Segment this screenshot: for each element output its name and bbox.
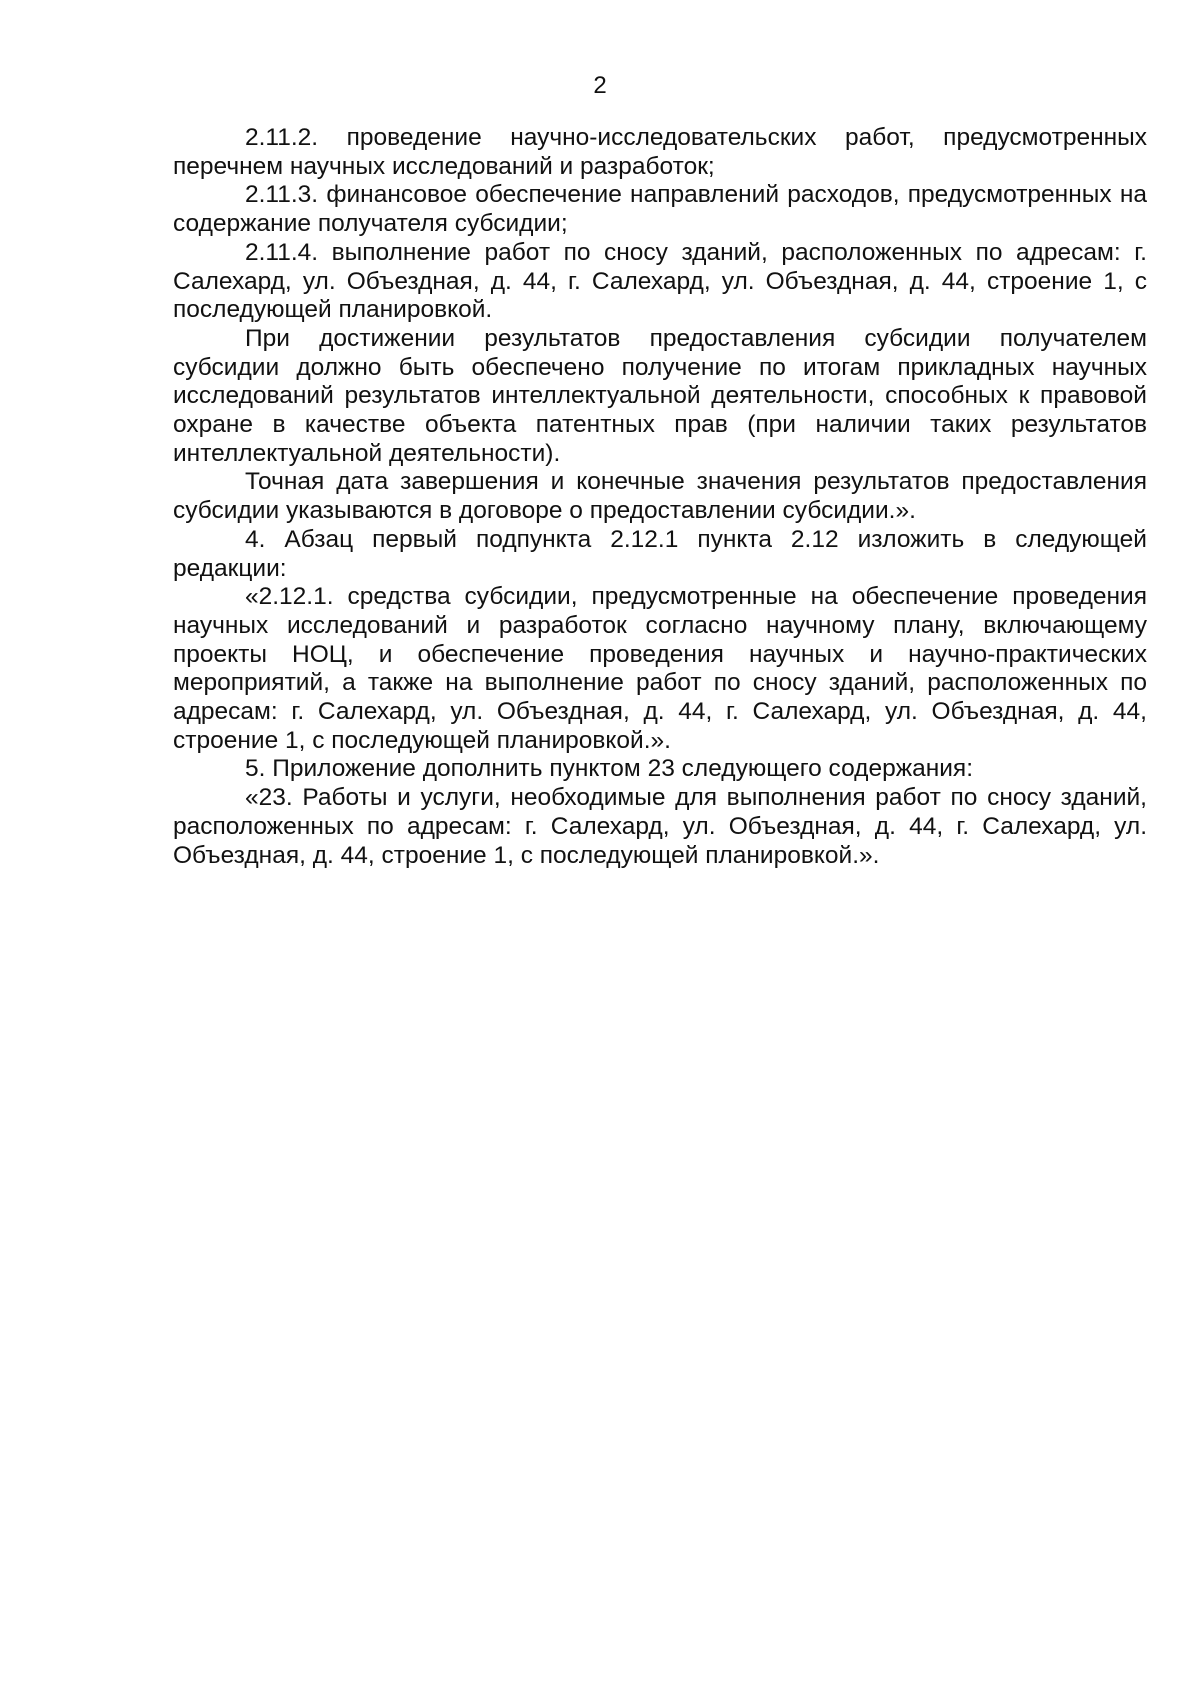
paragraph-2-12-1: «2.12.1. средства субсидии, предусмотренные на обеспечение проведения научных исследований и разработок согласно научному плану, включающему проекты НОЦ, и обеспечение проведения научных и научно-практических мероприятий, а также на выполнение работ по сносу зданий, расположенных по адресам: г. Салехард, ул. Объездная, д. 44, г. Салехард, ул. Объездная, д. 44, строение 1, с последующей планировкой.». [173, 583, 1147, 754]
paragraph-2-11-2: 2.11.2. проведение научно-исследовательских работ, предусмотренных перечнем научных исследований и разработок; [173, 124, 1147, 180]
paragraph-item-4: 4. Абзац первый подпункта 2.12.1 пункта 2.12 изложить в следующей редакции: [173, 525, 1147, 582]
paragraph-appendix-23: «23. Работы и услуги, необходимые для выполнения работ по сносу зданий, расположенных по адресам: г. Салехард, ул. Объездная, д. 44, г. Салехард, ул. Объездная, д. 44, строение 1, с последующей планировкой.». [173, 784, 1147, 869]
paragraph-2-11-4: 2.11.4. выполнение работ по сносу зданий, расположенных по адресам: г. Салехард, ул. Объездная, д. 44, г. Салехард, ул. Объездная, д. 44, строение 1, с последующей планировкой. [173, 238, 1147, 324]
document-body [173, 124, 1147, 870]
paragraph-result-ip: При достижении результатов предоставления субсидии получателем субсидии должно быть обеспечено получение по итогам прикладных научных исследований результатов интеллектуальной деятельности, способных к правовой охране в качестве объекта патентных прав (при наличии таких результатов интеллектуальной деятельности). [173, 324, 1147, 467]
paragraph-completion-date: Точная дата завершения и конечные значения результатов предоставления субсидии указываются в договоре о предоставлении субсидии.». [173, 468, 1147, 525]
paragraph-item-5: 5. Приложение дополнить пунктом 23 следующего содержания: [245, 755, 974, 783]
paragraph-2-11-3: 2.11.3. финансовое обеспечение направлений расходов, предусмотренных на содержание получателя субсидии; [173, 181, 1147, 238]
page-number: 2 [593, 72, 607, 99]
